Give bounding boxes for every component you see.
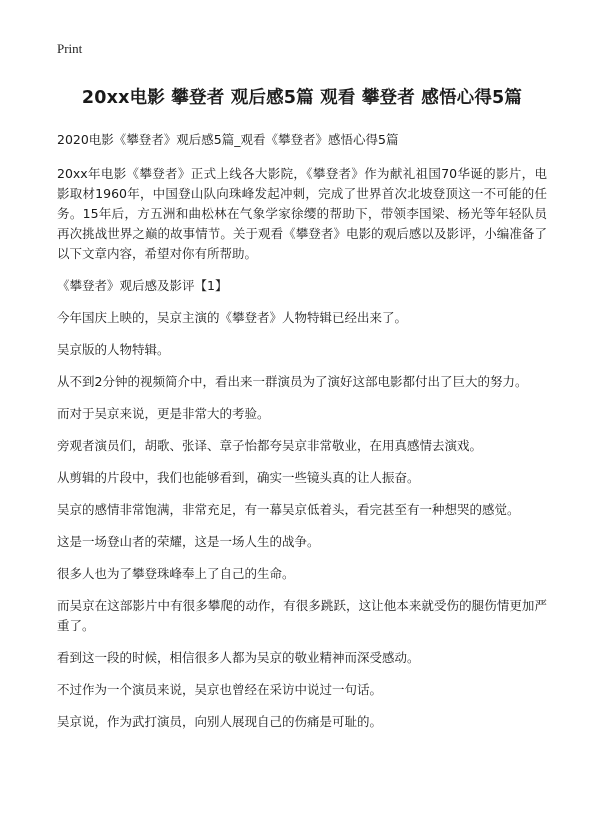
body-paragraph: 这是一场登山者的荣耀，这是一场人生的战争。 [57,534,320,549]
body-paragraph: 旁观者演员们，胡歌、张译、章子怡都夸吴京非常敬业，在用真感情去演戏。 [57,438,483,453]
body-paragraph: 吴京的感情非常饱满，非常充足，有一幕吴京低着头，看完甚至有一种想哭的感觉。 [57,502,520,517]
intro-paragraph: 20xx年电影《攀登者》正式上线各大影院，《攀登者》作为献礼祖国70华诞的影片，电影取材1960年，中国登山队向珠峰发起冲刺，完成了世界首次北坡登顶这一不可能的任务。15年后，方五洲和曲松林在气象学家徐缨的帮助下，带领李国梁、杨光等年轻队员再次挑战世界之巅的故事情节。关于观看《攀登者》电影的观后感以及影评，小编准备了以下文章内容，希望对你有所帮助。 [57,166,547,261]
body-paragraph: 不过作为一个演员来说，吴京也曾经在采访中说过一句话。 [57,682,383,697]
body-paragraph: 而对于吴京来说，更是非常大的考验。 [57,406,270,421]
body-paragraph: 很多人也为了攀登珠峰奉上了自己的生命。 [57,566,295,581]
section-heading: 《攀登者》观后感及影评【1】 [57,278,228,293]
document-page [57,40,547,744]
body-paragraph: 看到这一段的时候，相信很多人都为吴京的敬业精神而深受感动。 [57,650,420,665]
print-link[interactable]: Print [57,41,83,56]
body-paragraph: 从剪辑的片段中，我们也能够看到，确实一些镜头真的让人振奋。 [57,470,420,485]
body-paragraph: 今年国庆上映的，吴京主演的《攀登者》人物特辑已经出来了。 [57,310,408,325]
body-paragraph: 吴京版的人物特辑。 [57,342,170,357]
document-title: 20xx电影 攀登者 观后感5篇 观看 攀登者 感悟心得5篇 [81,88,523,108]
body-paragraph: 从不到2分钟的视频简介中，看出来一群演员为了演好这部电影都付出了巨大的努力。 [57,374,528,389]
body-paragraph: 吴京说，作为武打演员，向别人展现自己的伤痛是可耻的。 [57,714,383,729]
body-paragraph: 而吴京在这部影片中有很多攀爬的动作，有很多跳跃，这让他本来就受伤的腿伤情更加严重了。 [57,598,547,633]
document-subtitle: 2020电影《攀登者》观后感5篇_观看《攀登者》感悟心得5篇 [57,132,399,147]
